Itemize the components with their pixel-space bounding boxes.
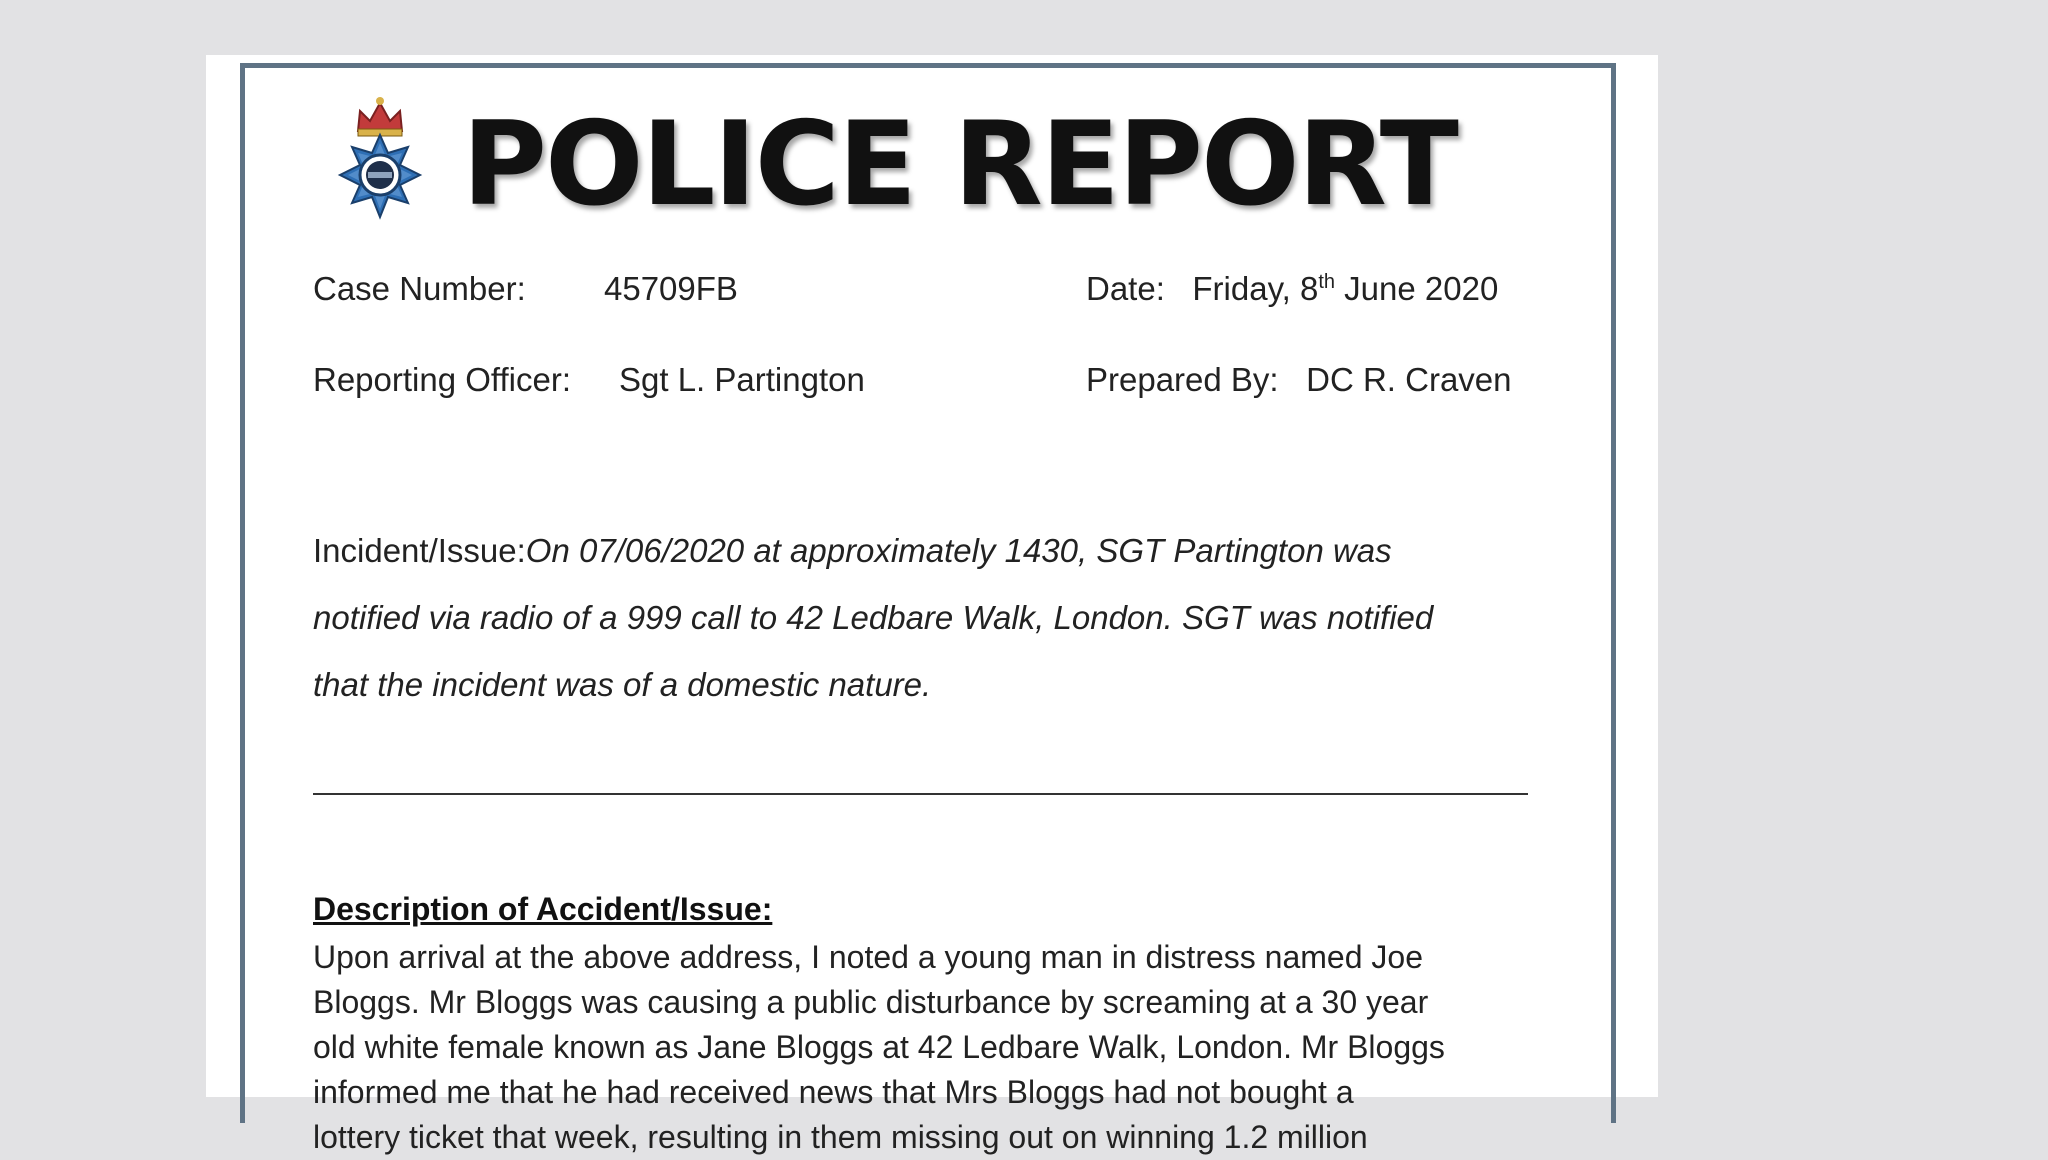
report-page — [206, 55, 1658, 1155]
prepared-by-value: DC R. Craven — [1306, 361, 1512, 398]
description-heading: Description of Accident/Issue: — [313, 891, 773, 927]
description-line: Bloggs. Mr Bloggs was causing a public disturbance by screaming at a 30 year — [313, 984, 1429, 1020]
description-line: old white female known as Jane Bloggs at 42 Ledbare Walk, London. Mr Bloggs — [313, 1029, 1445, 1065]
divider-line — [313, 793, 1528, 795]
prepared-by-label: Prepared By: — [1086, 361, 1279, 398]
case-number-label: Case Number: — [313, 270, 526, 307]
description-line: informed me that he had received news that Mrs Bloggs had not bought a — [313, 1074, 1354, 1110]
incident-line-1: On 07/06/2020 at approximately 1430, SGT Partington was — [525, 532, 1392, 569]
case-number-value: 45709FB — [604, 270, 738, 307]
incident-line-3: that the incident was of a domestic nature. — [313, 666, 932, 703]
incident-line-2: notified via radio of a 999 call to 42 Ledbare Walk, London. SGT was notified — [313, 599, 1434, 636]
description-line: lottery ticket that week, resulting in them missing out on winning 1.2 million — [313, 1119, 1368, 1155]
description-body — [313, 935, 1563, 1160]
date-rest: June 2020 — [1335, 270, 1499, 307]
prepared-by-row — [1086, 361, 1512, 399]
reporting-officer-value: Sgt L. Partington — [619, 361, 865, 398]
date-label: Date: — [1086, 270, 1165, 307]
date-row — [1086, 270, 1498, 308]
date-ordinal: th — [1318, 271, 1336, 293]
police-crest-icon — [328, 93, 432, 223]
incident-section — [313, 517, 1563, 718]
date-prefix: Friday, 8 — [1192, 270, 1319, 307]
reporting-officer-label: Reporting Officer: — [313, 361, 572, 398]
incident-label: Incident/Issue: — [313, 532, 526, 569]
description-line: Upon arrival at the above address, I noted a young man in distress named Joe — [313, 939, 1423, 975]
page-title: POLICE REPORT — [462, 97, 1457, 232]
